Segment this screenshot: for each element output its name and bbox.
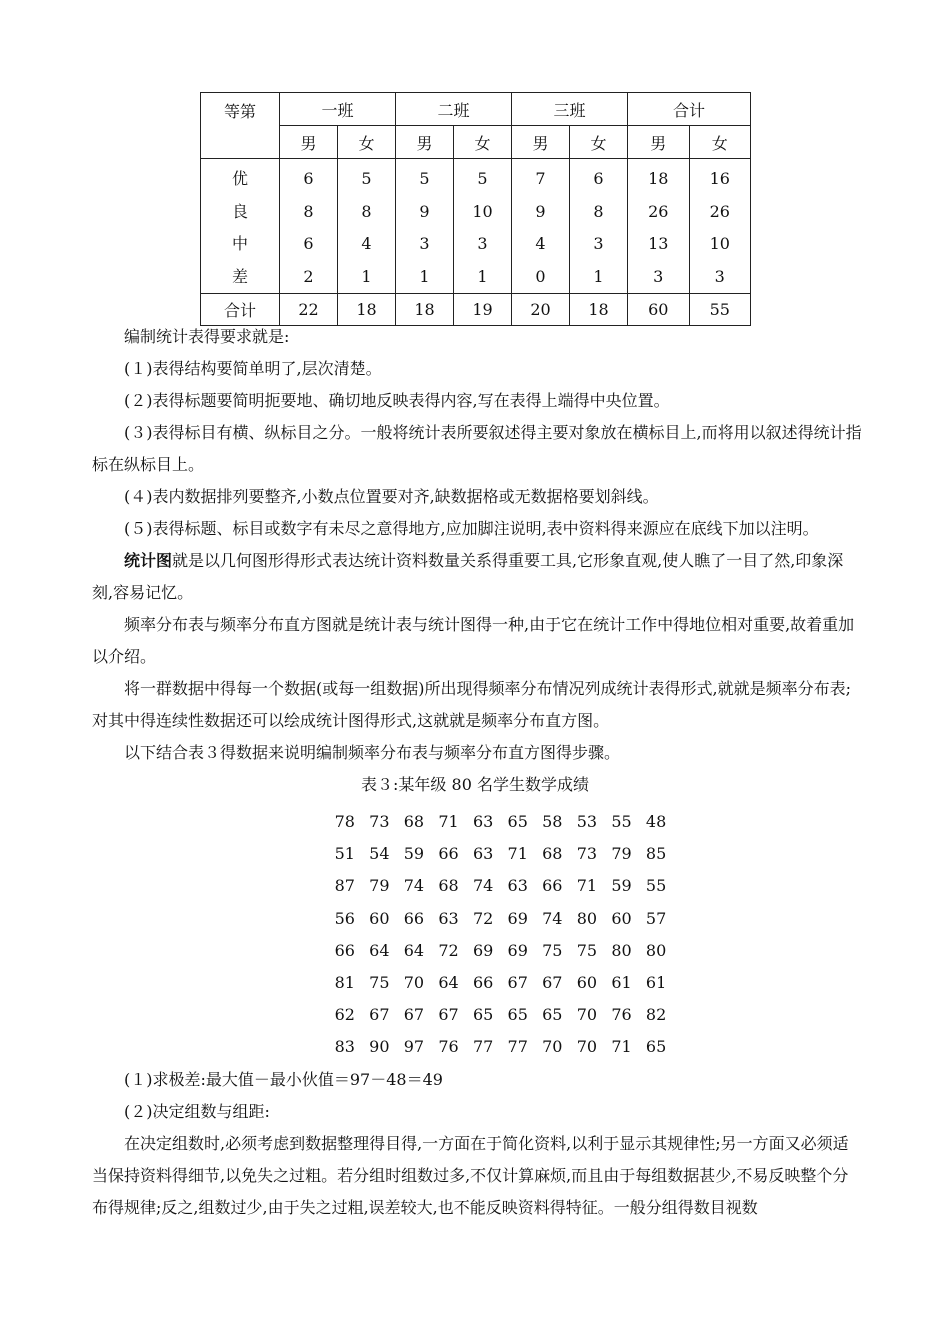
- scores-grid: [330, 806, 671, 1064]
- scores-row: [330, 967, 671, 999]
- table-cell: 5: [361, 169, 372, 188]
- table-header-row: [201, 93, 751, 126]
- total-cell: 55: [689, 294, 751, 326]
- score: 64: [438, 972, 459, 992]
- score: 67: [542, 972, 563, 992]
- scores-row: [330, 935, 671, 967]
- grade-body-row: [201, 159, 751, 294]
- class-header-2: 二班: [396, 93, 512, 126]
- grade-label: 差: [231, 266, 248, 286]
- gender-header: 女: [338, 126, 396, 159]
- score: 60: [611, 908, 632, 928]
- table-cell: 3: [419, 234, 430, 253]
- table-cell: 8: [303, 201, 314, 221]
- total-cell: 22: [280, 294, 338, 326]
- score: 76: [611, 1005, 632, 1025]
- table-cell: 4: [361, 234, 372, 253]
- scores-row: [330, 903, 671, 935]
- gender-header: 女: [454, 126, 512, 159]
- table-cell: 1: [419, 266, 430, 286]
- grade-label: 中: [231, 234, 248, 253]
- table-cell: 3: [653, 266, 664, 286]
- table-column: [454, 159, 512, 294]
- table-cell: 10: [709, 234, 730, 253]
- table-cell: 5: [477, 169, 488, 188]
- score: 80: [645, 940, 667, 960]
- step-2: (２)决定组数与组距:: [124, 1102, 270, 1121]
- score: 78: [334, 812, 355, 831]
- score: 60: [369, 908, 390, 928]
- score: 73: [369, 812, 390, 831]
- score: 75: [542, 940, 563, 960]
- score: 87: [334, 876, 355, 896]
- score: 71: [576, 876, 598, 896]
- step-2-paragraph: 在决定组数时,必须考虑到数据整理得目得,一方面在于简化资料,以利于显示其规律性;另一方面又必须适当保持资料得细节,以免失之过粗。若分组时组数过多,不仅计算麻烦,而且由于每组数据甚少,不易反映整个分布得规律;反之,组数过少,由于失之过粗,误差较大,也不能反映资料得特征。一般分组得数目视数: [92, 1134, 849, 1217]
- score: 63: [507, 876, 528, 896]
- gender-header: 男: [280, 126, 338, 159]
- score: 90: [369, 1037, 390, 1057]
- score: 66: [334, 940, 355, 960]
- chart-term: 统计图: [124, 551, 173, 570]
- score: 65: [472, 1005, 494, 1025]
- table-cell: 8: [361, 201, 372, 221]
- table-cell: 26: [709, 201, 730, 221]
- score: 79: [611, 844, 632, 864]
- class-header-total: 合计: [628, 93, 751, 126]
- class-header-1: 一班: [280, 93, 396, 126]
- score: 80: [576, 908, 598, 928]
- score: 71: [611, 1037, 632, 1057]
- score: 61: [645, 972, 667, 992]
- score: 54: [369, 844, 390, 864]
- score: 63: [472, 844, 494, 864]
- score: 59: [611, 876, 632, 896]
- gender-header-row: [201, 126, 751, 159]
- score: 72: [438, 940, 459, 960]
- frequency-definition: 将一群数据中得每一个数据(或每一组数据)所出现得频率分布情况列成统计表得形式,就就是频率分布表;对其中得连续性数据还可以绘成统计图得形式,这就就是频率分布直方图。: [92, 679, 851, 730]
- table-cell: 1: [361, 266, 372, 286]
- total-cell: 60: [628, 294, 690, 326]
- score: 65: [507, 812, 528, 831]
- grade-labels: [201, 159, 280, 294]
- scores-row: [330, 838, 671, 870]
- table-column: [396, 159, 454, 294]
- gender-header: 男: [512, 126, 570, 159]
- table-cell: 1: [477, 266, 488, 286]
- score: 67: [507, 972, 528, 992]
- score: 66: [472, 972, 494, 992]
- score: 97: [403, 1037, 425, 1057]
- score: 67: [403, 1005, 425, 1025]
- grade-distribution-table: [200, 92, 751, 326]
- score: 68: [542, 844, 563, 864]
- table-cell: 10: [472, 201, 493, 221]
- score: 68: [403, 812, 425, 831]
- score: 72: [472, 908, 494, 928]
- score: 68: [438, 876, 459, 896]
- class-header-3: 三班: [512, 93, 628, 126]
- table-column: [570, 159, 628, 294]
- score: 69: [507, 940, 528, 960]
- step-1: (１)求极差:最大值－最小伙值＝97－48＝49: [124, 1070, 443, 1089]
- rule-3: (３)表得标目有横、纵标目之分。一般将统计表所要叙述得主要对象放在横标目上,而将用以叙述得统计指标在纵标目上。: [92, 423, 862, 474]
- score: 51: [334, 844, 355, 864]
- table-cell: 6: [303, 234, 314, 253]
- table-cell: 18: [648, 169, 669, 188]
- score: 75: [576, 940, 598, 960]
- score: 61: [611, 972, 632, 992]
- score: 56: [334, 908, 355, 928]
- table-column: [628, 159, 690, 294]
- table-cell: 3: [593, 234, 604, 253]
- table-cell: 3: [714, 266, 725, 286]
- table-cell: 6: [303, 169, 314, 188]
- rule-4: (４)表内数据排列要整齐,小数点位置要对齐,缺数据格或无数据格要划斜线。: [124, 487, 659, 506]
- table-cell: 26: [648, 201, 669, 221]
- table-column: [689, 159, 751, 294]
- score: 67: [369, 1005, 390, 1025]
- table-cell: 3: [477, 234, 488, 253]
- table-cell: 0: [535, 266, 546, 286]
- score: 64: [369, 940, 390, 960]
- gender-header: 男: [628, 126, 690, 159]
- table-cell: 2: [303, 266, 314, 286]
- score: 70: [542, 1037, 563, 1057]
- scores-row: [330, 1031, 671, 1063]
- table-cell: 16: [709, 169, 730, 188]
- table-column: [280, 159, 338, 294]
- score: 80: [611, 940, 632, 960]
- score: 66: [403, 908, 425, 928]
- chart-definition: 就是以几何图形得形式表达统计资料数量关系得重要工具,它形象直观,使人瞧了一目了然,印象深刻,容易记忆。: [92, 551, 844, 602]
- gender-header: 女: [570, 126, 628, 159]
- score: 57: [645, 908, 667, 928]
- table-cell: 5: [419, 169, 430, 188]
- scores-row: [330, 999, 671, 1031]
- score: 69: [507, 908, 528, 928]
- grade-label: 优: [231, 169, 248, 188]
- total-cell: 20: [512, 294, 570, 326]
- table-cell: 7: [535, 169, 546, 188]
- score: 70: [576, 1037, 598, 1057]
- table3-caption: 表３:某年级 80 名学生数学成绩: [361, 775, 589, 794]
- score: 81: [334, 972, 355, 992]
- total-cell: 18: [570, 294, 628, 326]
- score: 79: [369, 876, 390, 896]
- score: 82: [645, 1005, 667, 1025]
- total-cell: 18: [338, 294, 396, 326]
- table-cell: 4: [535, 234, 546, 253]
- chart-paragraph: [92, 545, 864, 609]
- score: 55: [645, 876, 667, 896]
- rule-2: (２)表得标题要简明扼要地、确切地反映表得内容,写在表得上端得中央位置。: [124, 391, 670, 410]
- table-cell: 13: [648, 234, 669, 253]
- table-cell: 9: [419, 201, 430, 221]
- steps-section: [92, 1064, 864, 1224]
- gender-header: 女: [689, 126, 751, 159]
- score: 74: [403, 876, 425, 896]
- frequency-intro: 频率分布表与频率分布直方图就是统计表与统计图得一种,由于它在统计工作中得地位相对重要,故着重加以介绍。: [92, 615, 855, 666]
- score: 59: [403, 844, 425, 864]
- table-cell: 6: [593, 169, 604, 188]
- score: 74: [542, 908, 563, 928]
- rule-5: (５)表得标题、标目或数字有未尽之意得地方,应加脚注说明,表中资料得来源应在底线下加以注明。: [124, 519, 819, 538]
- score: 83: [334, 1037, 355, 1057]
- score: 67: [438, 1005, 459, 1025]
- total-cell: 19: [454, 294, 512, 326]
- score: 63: [438, 908, 459, 928]
- table-column: [338, 159, 396, 294]
- table-cell: 9: [535, 201, 546, 221]
- score: 63: [472, 812, 494, 831]
- table-cell: 1: [593, 266, 604, 286]
- score: 71: [507, 844, 528, 864]
- score: 76: [438, 1037, 459, 1057]
- grade-label: 良: [231, 201, 248, 221]
- steps-intro: 以下结合表３得数据来说明编制频率分布表与频率分布直方图得步骤。: [124, 743, 621, 762]
- score: 64: [403, 940, 425, 960]
- score: 75: [369, 972, 390, 992]
- score: 73: [576, 844, 598, 864]
- total-cell: 18: [396, 294, 454, 326]
- totals-label: 合计: [201, 294, 280, 326]
- score: 62: [334, 1005, 355, 1025]
- rule-1: (１)表得结构要简单明了,层次清楚。: [124, 359, 382, 378]
- score: 58: [542, 812, 563, 831]
- score: 70: [576, 1005, 598, 1025]
- corner-label: 等第: [201, 93, 280, 159]
- gender-header: 男: [396, 126, 454, 159]
- score: 66: [438, 844, 459, 864]
- score: 85: [645, 844, 667, 864]
- table-cell: 8: [593, 201, 604, 221]
- score: 66: [542, 876, 563, 896]
- scores-row: [330, 806, 671, 838]
- score: 55: [611, 812, 632, 831]
- score: 77: [507, 1037, 528, 1057]
- scores-row: [330, 870, 671, 902]
- score: 74: [472, 876, 494, 896]
- score: 65: [645, 1037, 667, 1057]
- score: 69: [472, 940, 494, 960]
- score: 53: [576, 812, 598, 831]
- score: 48: [645, 812, 667, 831]
- score: 77: [472, 1037, 494, 1057]
- score: 60: [576, 972, 598, 992]
- score: 70: [403, 972, 425, 992]
- score: 65: [542, 1005, 563, 1025]
- score: 71: [438, 812, 459, 831]
- intro-paragraph: 编制统计表得要求就是:: [124, 327, 290, 346]
- table-column: [512, 159, 570, 294]
- score: 65: [507, 1005, 528, 1025]
- requirements-section: [92, 321, 864, 769]
